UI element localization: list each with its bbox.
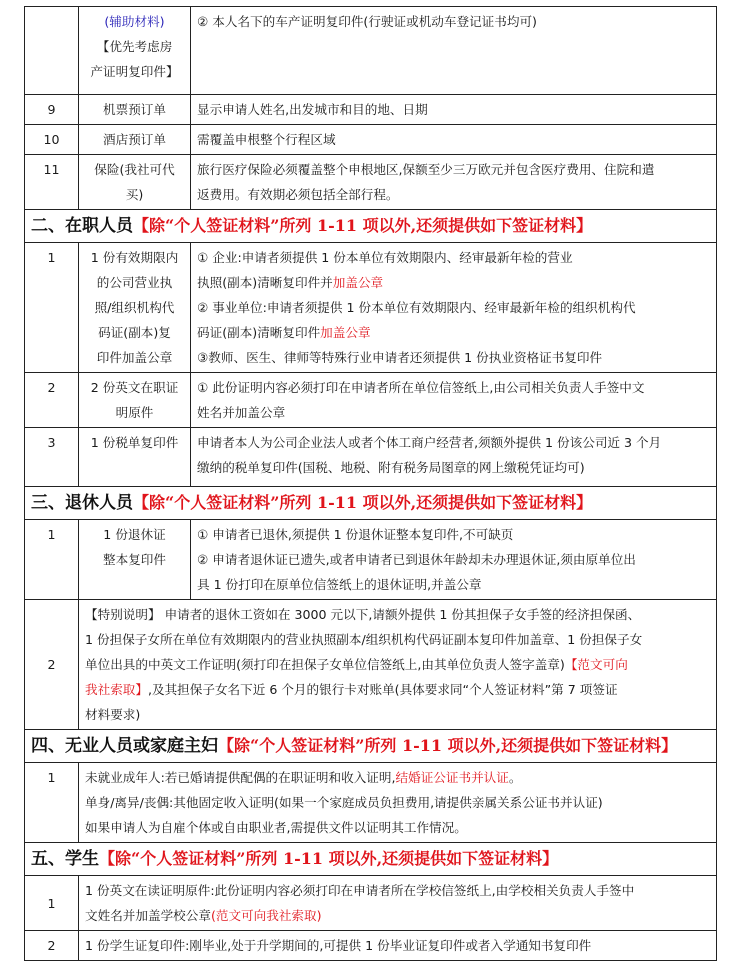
item-line: (辅助材料) (104, 14, 165, 29)
desc-cell (191, 243, 717, 373)
desc-line: 返费用。有效期必须包括全部行程。 (197, 187, 399, 202)
item-line: 1 份退休证 (103, 527, 166, 542)
desc-line: 申请者本人为公司企业法人或者个体工商户经营者,须额外提供 1 份该公司近 3 个月 (197, 435, 662, 450)
section-note: 【除“个人签证材料”所列 1-11 项以外,还须提供如下签证材料】 (218, 736, 678, 755)
desc-line: 姓名并加盖公章 (197, 405, 286, 420)
desc-cell (79, 763, 717, 843)
desc-line: 单位出具的中英文工作证明(须打印在担保子女单位信签纸上,由其单位负责人签字盖章)【范文可向 (85, 657, 628, 672)
section-note: 【除“个人签证材料”所列 1-11 项以外,还须提供如下签证材料】 (99, 849, 559, 868)
desc-line: ② 本人名下的车产证明复印件(行驶证或机动车登记证书均可) (197, 14, 537, 29)
row-number: 10 (25, 125, 79, 155)
table-row (25, 763, 717, 843)
section-header-student (25, 843, 717, 876)
desc-line: 码证(副本)清晰复印件加盖公章 (197, 325, 371, 340)
row-number: 2 (25, 373, 79, 428)
row-number: 2 (25, 600, 79, 730)
desc-line: 具 1 份打印在原单位信签纸上的退休证明,并盖公章 (197, 577, 482, 592)
table-row (25, 520, 717, 600)
item-line: 印件加盖公章 (96, 350, 173, 365)
desc-cell (79, 931, 717, 961)
item-cell (79, 520, 191, 600)
desc-line: 未就业成年人:若已婚请提供配偶的在职证明和收入证明,结婚证公证书并认证。 (85, 770, 522, 785)
item-cell (79, 7, 191, 95)
item-line: 产证明复印件】 (90, 64, 179, 79)
table-row (25, 931, 717, 961)
section-title: 三、退休人员 (31, 493, 133, 513)
desc-cell (79, 600, 717, 730)
desc-cell: 需覆盖申根整个行程区域 (191, 125, 717, 155)
desc-line: ③教师、医生、律师等特殊行业申请者还须提供 1 份执业资格证书复印件 (197, 350, 603, 365)
desc-line: 材料要求) (85, 707, 141, 722)
desc-line: ① 企业:申请者须提供 1 份本单位有效期限内、经审最新年检的营业 (197, 250, 573, 265)
visa-requirements-table (24, 6, 717, 961)
table-row (25, 600, 717, 730)
item-cell: 机票预订单 (79, 95, 191, 125)
desc-line: 执照(副本)清晰复印件并加盖公章 (197, 275, 384, 290)
table-row (25, 155, 717, 210)
desc-cell (79, 876, 717, 931)
desc-line: 如果申请人为自雇个体或自由职业者,需提供文件以证明其工作情况。 (85, 820, 467, 835)
section-title: 五、学生 (31, 849, 99, 869)
desc-line: ② 事业单位:申请者须提供 1 份本单位有效期限内、经审最新年检的组织机构代 (197, 300, 636, 315)
table-row (25, 125, 717, 155)
item-cell: 1 份税单复印件 (79, 428, 191, 487)
item-line: 买) (125, 187, 144, 202)
desc-cell (191, 520, 717, 600)
item-cell (79, 373, 191, 428)
item-line: 【优先考虑房 (96, 39, 173, 54)
table-row (25, 95, 717, 125)
row-number: 2 (25, 931, 79, 961)
section-header-unemployed (25, 730, 717, 763)
table-row (25, 373, 717, 428)
desc-cell: 显示申请人姓名,出发城市和目的地、日期 (191, 95, 717, 125)
section-header-retired (25, 487, 717, 520)
desc-line: 缴纳的税单复印件(国税、地税、附有税务局图章的网上缴税凭证均可) (197, 460, 585, 475)
section-title: 四、无业人员或家庭主妇 (31, 736, 218, 756)
desc-line: ① 此份证明内容必须打印在申请者所在单位信签纸上,由公司相关负责人手签中文 (197, 380, 645, 395)
row-number: 11 (25, 155, 79, 210)
row-number: 1 (25, 763, 79, 843)
desc-line: 1 份学生证复印件:刚毕业,处于升学期间的,可提供 1 份毕业证复印件或者入学通知书复印件 (85, 938, 592, 953)
section-title: 二、在职人员 (31, 216, 133, 236)
desc-line: 单身/离异/丧偶:其他固定收入证明(如果一个家庭成员负担费用,请提供亲属关系公证书并认证) (85, 795, 603, 810)
desc-line: 1 份英文在读证明原件:此份证明内容必须打印在申请者所在学校信签纸上,由学校相关负责人手签中 (85, 883, 635, 898)
desc-line: ② 申请者退休证已遗失,或者申请者已到退休年龄却未办理退休证,须由原单位出 (197, 552, 636, 567)
desc-cell (191, 428, 717, 487)
desc-line: 旅行医疗保险必须覆盖整个申根地区,保额至少三万欧元并包含医疗费用、住院和遣 (197, 162, 655, 177)
item-line: 明原件 (115, 405, 154, 420)
item-line: 1 份有效期限内 (90, 250, 179, 265)
item-cell (79, 243, 191, 373)
row-number: 1 (25, 243, 79, 373)
desc-line: 我社索取】,及其担保子女名下近 6 个月的银行卡对账单(具体要求同“个人签证材料”第 7 项签证 (85, 682, 618, 697)
desc-cell (191, 155, 717, 210)
table-row (25, 428, 717, 487)
section-header-employed (25, 210, 717, 243)
desc-cell (191, 373, 717, 428)
table-row (25, 243, 717, 373)
item-line: 保险(我社可代 (94, 162, 175, 177)
item-line: 码证(副本)复 (98, 325, 171, 340)
desc-line: ① 申请者已退休,须提供 1 份退休证整本复印件,不可缺页 (197, 527, 514, 542)
desc-line: 【特别说明】 申请者的退休工资如在 3000 元以下,请额外提供 1 份其担保子女手签的经济担保函、 (85, 607, 641, 622)
row-number: 1 (25, 876, 79, 931)
section-note: 【除“个人签证材料”所列 1-11 项以外,还须提供如下签证材料】 (133, 493, 593, 512)
row-number: 9 (25, 95, 79, 125)
desc-cell (191, 7, 717, 95)
item-line: 照/组织机构代 (94, 300, 175, 315)
item-cell (79, 155, 191, 210)
item-line: 整本复印件 (103, 552, 166, 567)
row-number: 1 (25, 520, 79, 600)
row-number: 3 (25, 428, 79, 487)
row-number (25, 7, 79, 95)
item-line: 的公司营业执 (96, 275, 173, 290)
desc-line: 文姓名并加盖学校公章(范文可向我社索取) (85, 908, 322, 923)
section-note: 【除“个人签证材料”所列 1-11 项以外,还须提供如下签证材料】 (133, 216, 593, 235)
desc-line: 1 份担保子女所在单位有效期限内的营业执照副本/组织机构代码证副本复印件加盖章、1 份担保子女 (85, 632, 643, 647)
table-row (25, 7, 717, 95)
table-row (25, 876, 717, 931)
item-cell: 酒店预订单 (79, 125, 191, 155)
item-line: 2 份英文在职证 (90, 380, 179, 395)
